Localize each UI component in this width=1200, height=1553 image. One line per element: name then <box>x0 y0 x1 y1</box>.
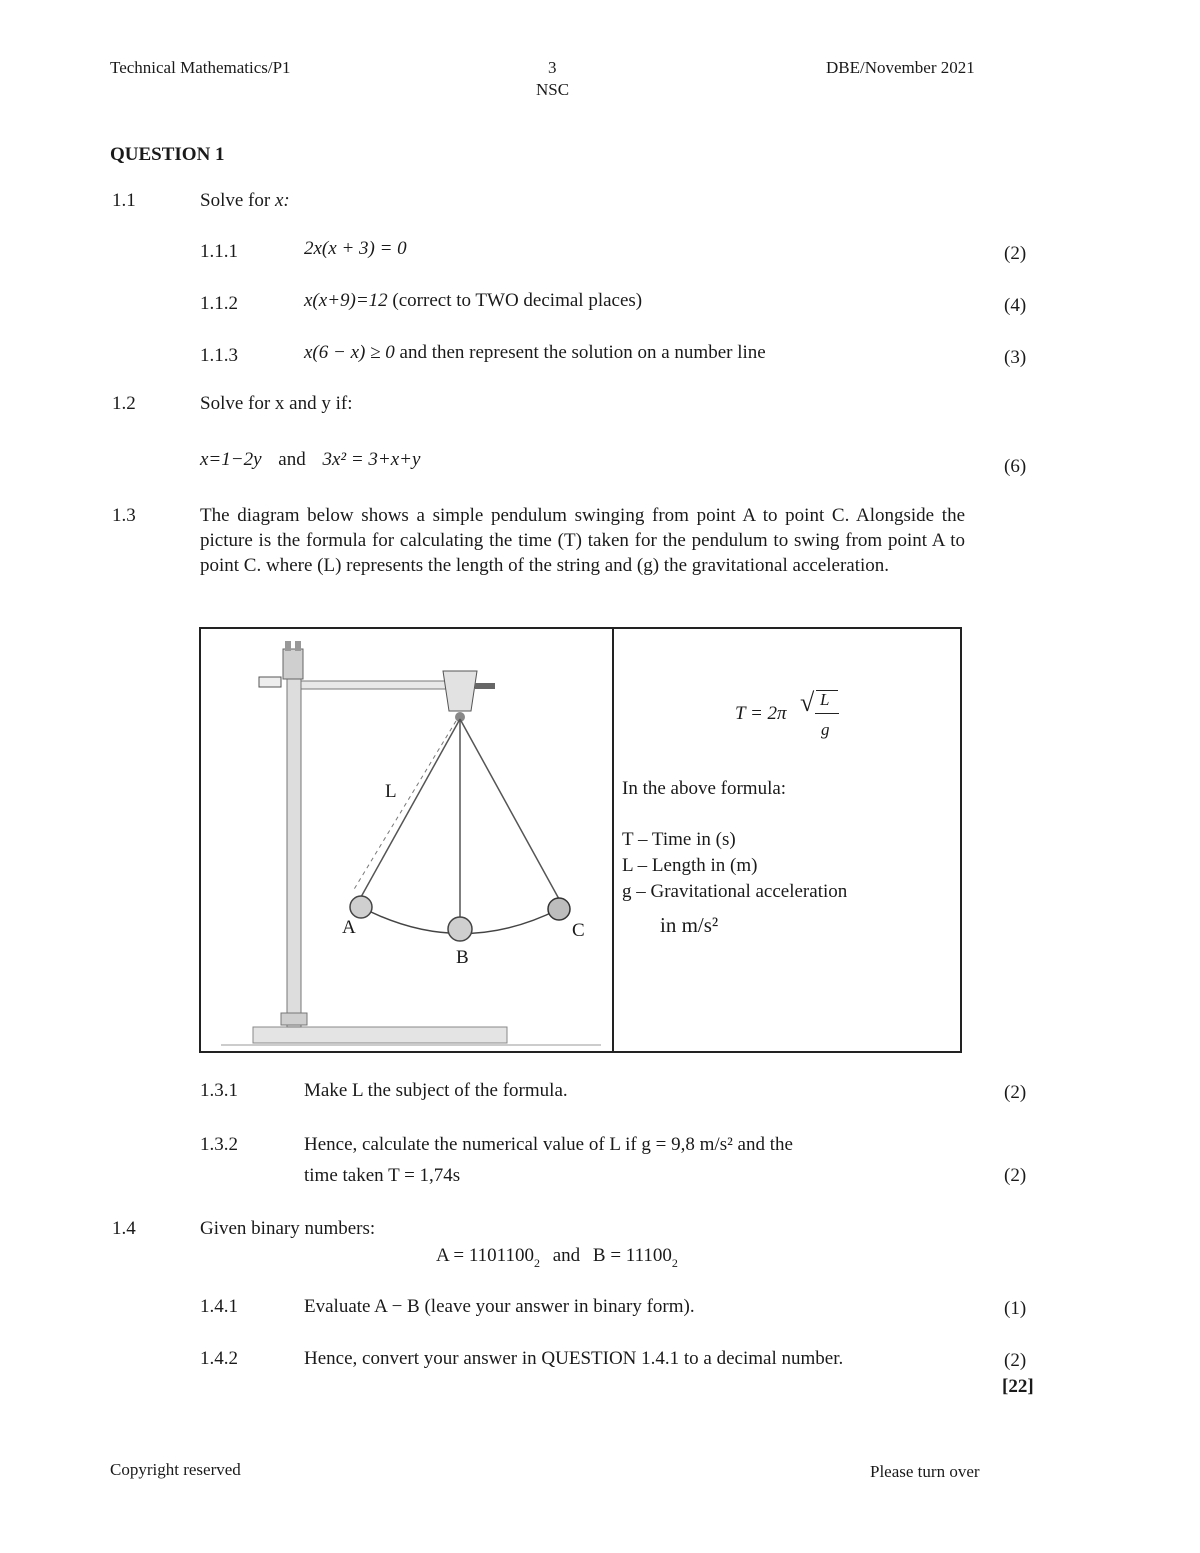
q1-2-equation-2: 3x² = 3+x+y <box>322 449 421 470</box>
footer-right: Please turn over <box>870 1462 980 1481</box>
holder-screw <box>475 683 495 689</box>
q1-2-number: 1.2 <box>112 393 136 414</box>
header-center-sub: NSC <box>536 80 570 99</box>
legend-title: In the above formula: <box>622 778 787 799</box>
footer-left: Copyright reserved <box>110 1460 241 1479</box>
string-to-c <box>460 719 559 899</box>
q1-3-1-marks: (2) <box>1004 1082 1027 1103</box>
fraction-bar <box>815 713 839 714</box>
sqrt-icon: √ <box>800 688 815 717</box>
question-total: [22] <box>1002 1376 1034 1397</box>
header-left: Technical Mathematics/P1 <box>110 58 291 77</box>
legend-gravity: g – Gravitational acceleration <box>622 881 848 902</box>
formula-denominator: g <box>821 720 830 739</box>
q1-3-2-line-1: Hence, calculate the numerical value of L if g = 9,8 m/s² and the <box>304 1134 793 1155</box>
q1-3-2-marks: (2) <box>1004 1165 1027 1186</box>
q1-3-2-line-2: time taken T = 1,74s <box>304 1165 461 1186</box>
q1-1-stem-prefix: Solve for <box>200 190 271 211</box>
q1-1-2-number: 1.1.2 <box>200 293 238 314</box>
clamp-screw <box>259 677 281 687</box>
binary-b-value: B = 11100 <box>592 1245 672 1266</box>
legend-length: L – Length in (m) <box>622 855 758 876</box>
string-holder <box>443 671 477 711</box>
bob-a <box>350 896 372 918</box>
q1-4-2-text: Hence, convert your answer in QUESTION 1.4.1 to a decimal number. <box>304 1348 844 1369</box>
q1-4-1-text: Evaluate A − B (leave your answer in binary form). <box>304 1296 695 1317</box>
q1-2-stem: Solve for x and y if: <box>200 393 353 414</box>
q1-4-2-marks: (2) <box>1004 1350 1027 1371</box>
clamp-knob-left <box>285 641 291 651</box>
q1-1-2-expression: x(x+9)=12 <box>304 290 388 311</box>
q1-4-stem: Given binary numbers: <box>200 1218 376 1239</box>
q1-1-1-marks: (2) <box>1004 243 1027 264</box>
q1-4-binary-numbers <box>436 1245 678 1270</box>
q1-2-equation-1: x=1−2y <box>200 449 262 470</box>
q1-2-and: and <box>278 449 306 470</box>
formula-numerator: L <box>820 690 830 709</box>
q1-3-number: 1.3 <box>112 505 136 526</box>
q1-1-3-content <box>304 342 766 364</box>
binary-a-base: 2 <box>533 1256 540 1270</box>
label-a: A <box>342 917 356 938</box>
q1-1-2-text: (correct to TWO decimal places) <box>392 290 643 311</box>
q1-1-2-marks: (4) <box>1004 295 1027 316</box>
top-clamp <box>283 649 303 679</box>
q1-4-2-number: 1.4.2 <box>200 1348 238 1369</box>
formula-lhs: T = 2π <box>735 703 787 724</box>
string-to-a <box>361 719 460 897</box>
q1-1-3-expression: x(6 − x) ≥ 0 <box>304 342 395 363</box>
pendulum-diagram <box>201 629 610 1051</box>
q1-4-and: and <box>552 1245 581 1266</box>
pole-foot <box>281 1013 307 1025</box>
legend-unit: in m/s² <box>660 913 719 937</box>
q1-1-1-expression: 2x(x + 3) = 0 <box>304 238 407 259</box>
question-title: QUESTION 1 <box>110 144 225 165</box>
length-indicator <box>353 721 456 891</box>
label-b: B <box>456 947 469 968</box>
q1-1-stem <box>200 190 290 212</box>
q1-1-3-number: 1.1.3 <box>200 345 238 366</box>
bob-c <box>548 898 570 920</box>
q1-4-1-number: 1.4.1 <box>200 1296 238 1317</box>
q1-1-1-number: 1.1.1 <box>200 241 238 262</box>
q1-4-number: 1.4 <box>112 1218 136 1239</box>
label-l: L <box>385 781 397 802</box>
q1-1-number: 1.1 <box>112 190 136 211</box>
page-number: 3 <box>548 58 557 77</box>
q1-1-2-content <box>304 290 642 312</box>
crossbar <box>301 681 447 689</box>
q1-3-paragraph: The diagram below shows a simple pendulum swinging from point A to point C. Alongside the picture is the formula for calculating the time (T) taken for the pendulum to swing from point A to point C. where (L) represents the length of the string and (g) the gravitational acceleration. <box>200 505 965 576</box>
bob-b <box>448 917 472 941</box>
binary-a-value: A = 1101100 <box>436 1245 534 1266</box>
header-right: DBE/November 2021 <box>826 58 975 77</box>
q1-1-3-text: and then represent the solution on a number line <box>399 342 766 363</box>
q1-3-1-number: 1.3.1 <box>200 1080 238 1101</box>
q1-2-equations <box>200 449 420 471</box>
stand-base <box>253 1027 507 1043</box>
q1-2-marks: (6) <box>1004 456 1027 477</box>
binary-b-base: 2 <box>671 1256 678 1270</box>
q1-3-2-number: 1.3.2 <box>200 1134 238 1155</box>
figure-divider <box>612 629 614 1051</box>
q1-3-1-text: Make L the subject of the formula. <box>304 1080 568 1101</box>
q1-1-3-marks: (3) <box>1004 347 1027 368</box>
stand-pole <box>287 679 301 1027</box>
label-c: C <box>572 920 585 941</box>
q1-1-stem-var: x: <box>274 190 290 211</box>
clamp-knob-right <box>295 641 301 651</box>
legend-time: T – Time in (s) <box>622 829 736 850</box>
q1-4-1-marks: (1) <box>1004 1298 1027 1319</box>
